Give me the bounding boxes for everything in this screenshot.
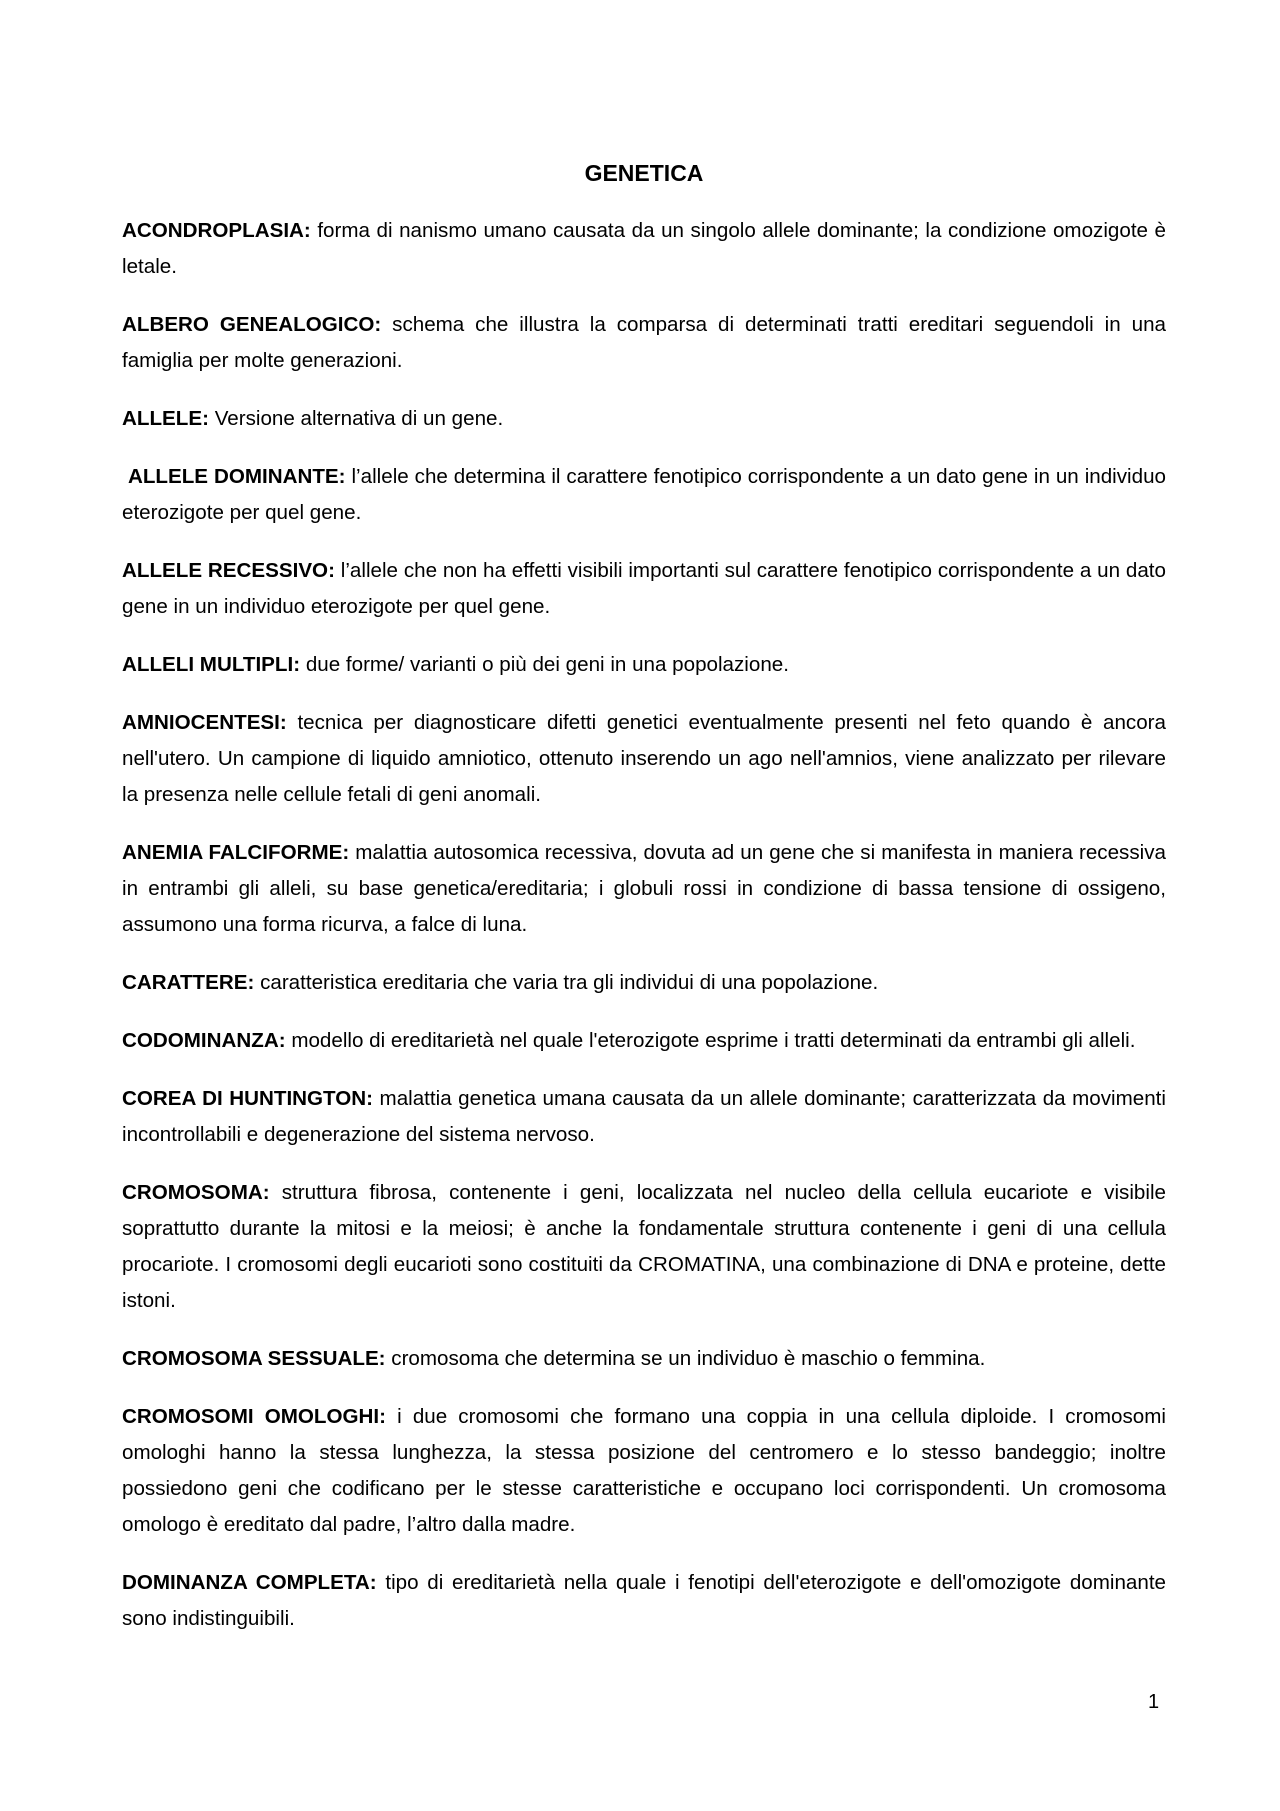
entry-term: ACONDROPLASIA: [122,219,311,242]
glossary-entry [122,213,1166,285]
glossary-entry [122,1399,1166,1543]
glossary-entry [122,401,1166,437]
entry-definition: modello di ereditarietà nel quale l'eterozigote esprime i tratti determinati da entrambi gli alleli. [291,1029,1136,1052]
entry-term: ALLELI MULTIPLI: [122,653,301,676]
entry-term: CROMOSOMA SESSUALE: [122,1347,386,1370]
glossary-entry [122,1023,1166,1059]
entry-definition: forma di nanismo umano causata da un singolo allele dominante; la condizione omozigote è letale. [122,219,1166,278]
entry-definition: cromosoma che determina se un individuo è maschio o femmina. [391,1347,986,1370]
entry-term: DOMINANZA COMPLETA: [122,1571,377,1594]
glossary-entry [122,1081,1166,1153]
entry-definition: struttura fibrosa, contenente i geni, localizzata nel nucleo della cellula eucariote e visibile soprattutto durante la mitosi e la meiosi; è anche la fondamentale struttura contenente i geni di una cellula procariote. I cromosomi degli eucarioti sono costituiti da CROMATINA, una combinazione di DNA e proteine, dette istoni. [122,1181,1166,1312]
glossary-entry [122,965,1166,1001]
entry-term: ANEMIA FALCIFORME: [122,841,350,864]
glossary-entry [122,1175,1166,1319]
entry-term: CROMOSOMI OMOLOGHI: [122,1405,386,1428]
entry-definition: i due cromosomi che formano una coppia in una cellula diploide. I cromosomi omologhi hanno la stessa lunghezza, la stessa posizione del centromero e lo stesso bandeggio; inoltre possiedono geni che codificano per le stesse caratteristiche e occupano loci corrispondenti. Un cromosoma omologo è ereditato dal padre, l’altro dalla madre. [122,1405,1166,1536]
entry-definition: l’allele che determina il carattere fenotipico corrispondente a un dato gene in un individuo eterozigote per quel gene. [122,465,1166,524]
glossary-entry [122,647,1166,683]
entry-term: ALBERO GENEALOGICO: [122,313,382,336]
entry-term: ALLELE DOMINANTE: [127,465,346,488]
entry-definition: due forme/ varianti o più dei geni in una popolazione. [305,653,789,676]
glossary-entry [122,459,1166,531]
entry-term: ALLELE: [122,407,209,430]
document-body [122,155,1166,1659]
entry-term: CROMOSOMA: [122,1181,270,1204]
entry-term: CARATTERE: [122,971,255,994]
entry-definition: l’allele che non ha effetti visibili importanti sul carattere fenotipico corrispondente a un dato gene in un individuo eterozigote per quel gene. [122,559,1166,618]
entry-term: COREA DI HUNTINGTON: [122,1087,374,1110]
page-number: 1 [1148,1691,1160,1713]
entry-definition: tecnica per diagnosticare difetti genetici eventualmente presenti nel feto quando è ancora nell'utero. Un campione di liquido amniotico, ottenuto inserendo un ago nell'amnios, viene analizzato per rilevare la presenza nelle cellule fetali di geni anomali. [122,711,1166,806]
entry-term: CODOMINANZA: [122,1029,286,1052]
entry-definition: malattia autosomica recessiva, dovuta ad un gene che si manifesta in maniera recessiva in entrambi gli alleli, su base genetica/ereditaria; i globuli rossi in condizione di bassa tensione di ossigeno, assumono una forma ricurva, a falce di luna. [122,841,1166,936]
entry-term: ALLELE RECESSIVO: [122,559,335,582]
entry-definition: schema che illustra la comparsa di determinati tratti ereditari seguendoli in una famiglia per molte generazioni. [122,313,1166,372]
document-title: GENETICA [584,160,704,186]
glossary-entry [122,307,1166,379]
entry-definition: Versione alternativa di un gene. [214,407,504,430]
entry-term: AMNIOCENTESI: [122,711,287,734]
entry-definition: caratteristica ereditaria che varia tra gli individui di una popolazione. [260,971,879,994]
glossary-entry [122,835,1166,943]
entry-definition: tipo di ereditarietà nella quale i fenotipi dell'eterozigote e dell'omozigote dominante sono indistinguibili. [122,1571,1166,1630]
glossary-entry [122,1565,1166,1637]
entry-definition: malattia genetica umana causata da un allele dominante; caratterizzata da movimenti incontrollabili e degenerazione del sistema nervoso. [122,1087,1166,1146]
glossary-entry [122,553,1166,625]
glossary-entry [122,1341,1166,1377]
glossary-entry [122,705,1166,813]
